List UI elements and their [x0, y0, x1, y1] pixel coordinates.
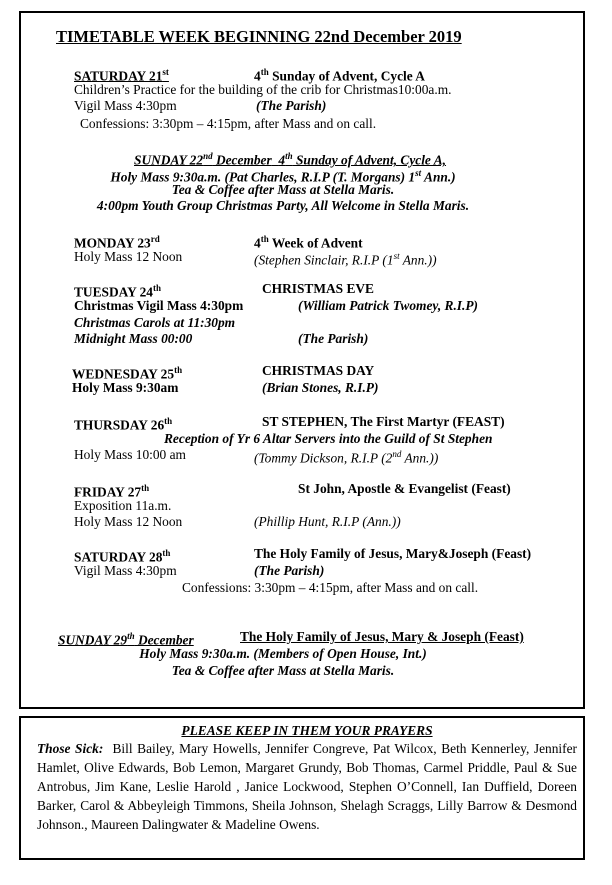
wed25-feast: CHRISTMAS DAY — [262, 363, 375, 378]
tue24-midnight: Midnight Mass 00:00 — [74, 331, 193, 346]
wed25-day: WEDNESDAY 25th — [72, 365, 183, 382]
prayers-body — [37, 739, 577, 834]
fri27-day: FRIDAY 27th — [74, 483, 150, 500]
thu26-feast: ST STEPHEN, The First Martyr (FEAST) — [262, 414, 505, 429]
sat21-vigil: Vigil Mass 4:30pm — [74, 98, 177, 113]
sat28-day: SATURDAY 28th — [74, 548, 171, 565]
sat21-intention: (The Parish) — [256, 98, 327, 113]
sat28-intention: (The Parish) — [254, 563, 325, 578]
mon23-intention: (Stephen Sinclair, R.I.P (1st Ann.)) — [254, 251, 437, 268]
tue24-midnight-intention: (The Parish) — [298, 331, 369, 346]
sat21-heading: SATURDAY 21st 4th Sunday of Advent, Cycle A — [74, 67, 425, 84]
sat28-feast: The Holy Family of Jesus, Mary&Joseph (Feast) — [254, 546, 532, 561]
tue24-carols: Christmas Carols at 11:30pm — [74, 315, 236, 330]
thu26-mass: Holy Mass 10:00 am — [74, 447, 186, 462]
thu26-intention: (Tommy Dickson, R.I.P (2nd Ann.)) — [254, 449, 439, 466]
tue24-intention: (William Patrick Twomey, R.I.P) — [298, 298, 479, 313]
prayers-section — [37, 722, 577, 834]
mon23-day: MONDAY 23rd — [74, 234, 160, 251]
sun29-feast: The Holy Family of Jesus, Mary & Joseph (Feast) — [240, 629, 524, 644]
sun22-tea: Tea & Coffee after Mass at Stella Maris. — [171, 182, 395, 197]
mon23-feast: 4th Week of Advent — [254, 234, 363, 251]
tue24-vigil: Christmas Vigil Mass 4:30pm — [74, 298, 244, 313]
wed25-intention: (Brian Stones, R.I.P) — [262, 380, 379, 395]
wed25-mass: Holy Mass 9:30am — [72, 380, 179, 395]
sun22-youth: 4:00pm Youth Group Christmas Party, All Welcome in Stella Maris. — [96, 198, 470, 213]
sun22-heading: SUNDAY 22nd December 4th Sunday of Advent, Cycle A, — [134, 151, 447, 168]
sun29-tea: Tea & Coffee after Mass at Stella Maris. — [171, 663, 395, 678]
sun29-day: SUNDAY 29th December — [58, 631, 194, 648]
fri27-mass: Holy Mass 12 Noon — [74, 514, 183, 529]
thu26-day: THURSDAY 26th — [74, 416, 173, 433]
fri27-feast: St John, Apostle & Evangelist (Feast) — [298, 481, 511, 496]
sat28-confessions: Confessions: 3:30pm – 4:15pm, after Mass and on call. — [182, 580, 479, 595]
page-title: TIMETABLE WEEK BEGINNING 22nd December 2019 — [56, 27, 462, 46]
sun29-mass: Holy Mass 9:30a.m. (Members of Open House, Int.) — [139, 646, 427, 661]
sick-label: Those Sick: — [37, 741, 104, 756]
thu26-reception: Reception of Yr 6 Altar Servers into the Guild of St Stephen — [164, 431, 493, 446]
sat21-line1: Children’s Practice for the building of the crib for Christmas10:00a.m. — [74, 82, 452, 97]
tue24-feast: CHRISTMAS EVE — [262, 281, 374, 296]
sat21-confessions: Confessions: 3:30pm – 4:15pm, after Mass and on call. — [80, 116, 377, 131]
sat28-vigil: Vigil Mass 4:30pm — [74, 563, 177, 578]
fri27-exposition: Exposition 11a.m. — [74, 498, 172, 513]
mon23-mass: Holy Mass 12 Noon — [74, 249, 183, 264]
sick-names: Bill Bailey, Mary Howells, Jennifer Congreve, Pat Wilcox, Beth Kennerley, Jennifer Hamlet, Olive Edwards, Bob Lemon, Margaret Grundy, Bob Thomas, Carmel Priddle, Paul & Sue Antrobus, Jim Kane, Leslie Harold , Janice Lockwood, Stephen O’Connell, Ian Duffield, Doreen Barker, Carol & Abbeyleigh Timmons, Sheila Johnson, Shelagh Scraggs, Lilly Barrow & Desmond Johnson., Maureen Dalingwater & Madeline Owens. — [37, 741, 578, 832]
fri27-intention: (Phillip Hunt, R.I.P (Ann.)) — [254, 514, 401, 529]
sun22-mass: Holy Mass 9:30a.m. (Pat Charles, R.I.P (T. Morgans) 1st Ann.) — [110, 168, 456, 185]
tue24-day: TUESDAY 24th — [74, 283, 162, 300]
prayers-heading: PLEASE KEEP IN THEM YOUR PRAYERS — [181, 723, 433, 738]
